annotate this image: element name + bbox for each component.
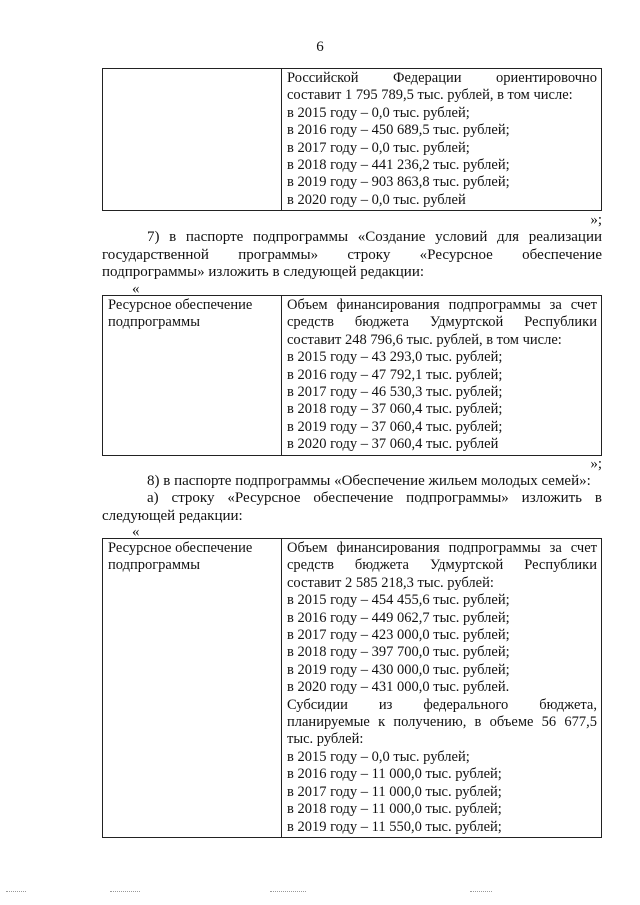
year-line: в 2017 году – 423 000,0 тыс. рублей; [287, 627, 510, 644]
year-line: в 2016 году – 449 062,7 тыс. рублей; [287, 609, 510, 626]
resource-table-8 [102, 538, 602, 838]
year-line: в 2020 году – 431 000,0 тыс. рублей. [287, 679, 510, 696]
closing-quote: »; [590, 212, 602, 228]
year-line: в 2018 году – 397 700,0 тыс. рублей; [287, 644, 510, 661]
table-line: Российской Федерации ориентировочно [287, 70, 597, 86]
paragraph-8: 8) в паспорте подпрограммы «Обеспечение жильем молодых семей»: [147, 473, 591, 489]
table-right-cell [282, 296, 602, 456]
year-line: в 2015 году – 43 293,0 тыс. рублей; [287, 349, 503, 366]
subsidy-year-line: в 2018 году – 11 000,0 тыс. рублей; [287, 801, 502, 818]
year-line: в 2019 году – 37 060,4 тыс. рублей; [287, 418, 503, 435]
paragraph-8a: а) строку «Ресурсное обеспечение подпрограммы» изложить в следующей редакции: [102, 490, 602, 524]
funding-intro: Объем финансирования подпрограммы за счет средств бюджета Удмуртской Республики составит 2 585 218,3 тыс. рублей: [287, 540, 597, 591]
closing-quote: »; [590, 456, 602, 472]
scan-footer-marks [0, 891, 640, 897]
page-number: 6 [316, 39, 324, 55]
table-left-cell [103, 539, 282, 838]
row-label: Ресурсное обеспечение подпрограммы [108, 540, 253, 574]
year-line: в 2015 году – 454 455,6 тыс. рублей; [287, 592, 510, 609]
funding-intro: Объем финансирования подпрограммы за счет средств бюджета Удмуртской Республики составит 248 796,6 тыс. рублей, в том числе: [287, 297, 597, 348]
subsidy-year-line: в 2016 году – 11 000,0 тыс. рублей; [287, 766, 502, 783]
table-line: в 2020 году – 0,0 тыс. рублей [287, 191, 466, 208]
year-line: в 2019 году – 430 000,0 тыс. рублей; [287, 661, 510, 678]
table-left-cell [103, 69, 282, 211]
subsidy-intro: Субсидии из федерального бюджета, планируемые к получению, в объеме 56 677,5 тыс. рублей: [287, 696, 597, 748]
year-line: в 2018 году – 37 060,4 тыс. рублей; [287, 401, 503, 418]
opening-quote: « [132, 281, 140, 297]
table-right-cell [282, 539, 602, 838]
table-right-cell [282, 69, 602, 211]
table-line: в 2015 году – 0,0 тыс. рублей; [287, 104, 470, 121]
year-line: в 2016 году – 47 792,1 тыс. рублей; [287, 366, 503, 383]
subsidy-year-line: в 2015 году – 0,0 тыс. рублей; [287, 748, 470, 765]
paragraph-7: 7) в паспорте подпрограммы «Создание условий для реализации государственной программы» строку «Ресурсное обеспечение подпрограммы» изложить в следующей редакции: [102, 229, 602, 280]
year-line: в 2020 году – 37 060,4 тыс. рублей [287, 436, 499, 453]
table-line: в 2018 году – 441 236,2 тыс. рублей; [287, 157, 510, 174]
table-line: в 2017 году – 0,0 тыс. рублей; [287, 139, 470, 156]
table-line: в 2019 году – 903 863,8 тыс. рублей; [287, 174, 510, 191]
subsidy-year-line: в 2017 году – 11 000,0 тыс. рублей; [287, 783, 502, 800]
row-label: Ресурсное обеспечение подпрограммы [108, 297, 253, 331]
opening-quote: « [132, 524, 140, 540]
table-line: в 2016 году – 450 689,5 тыс. рублей; [287, 122, 510, 139]
resource-table-continuation [102, 68, 602, 211]
resource-table-7 [102, 295, 602, 456]
table-left-cell [103, 296, 282, 456]
subsidy-year-line: в 2019 году – 11 550,0 тыс. рублей; [287, 818, 502, 835]
table-line: составит 1 795 789,5 тыс. рублей, в том числе: [287, 87, 573, 104]
year-line: в 2017 году – 46 530,3 тыс. рублей; [287, 384, 503, 401]
